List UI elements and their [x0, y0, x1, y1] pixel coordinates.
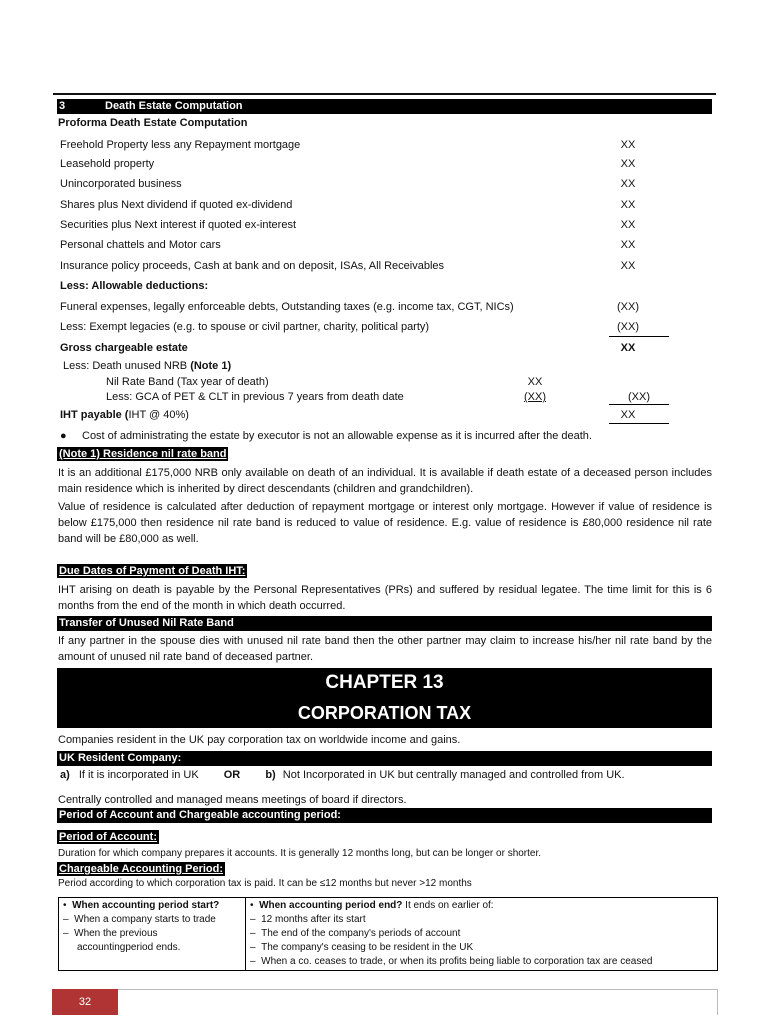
period-heading-text: Period of Account and Chargeable accounting period: — [59, 809, 341, 821]
period-start-heading: When accounting period start? — [72, 900, 220, 911]
period-end-item: When a co. ceases to trade, or when its profits being liable to corporation tax are ceased — [261, 956, 653, 967]
corp-intro: Companies resident in the UK pay corporation tax on worldwide income and gains. — [58, 734, 461, 746]
period-start-item: When a company starts to trade — [74, 914, 216, 925]
period-start-item: accountingperiod ends. — [77, 942, 181, 953]
period-heading — [57, 808, 712, 823]
estate-row-label: Insurance policy proceeds, Cash at bank and on deposit, ISAs, All Receivables — [60, 260, 445, 272]
nrb-row — [63, 358, 673, 374]
transfer-heading-text: Transfer of Unused Nil Rate Band — [59, 617, 234, 629]
bullet-icon: • — [250, 900, 260, 911]
period-end-heading-rest: It ends on earlier of: — [402, 900, 494, 911]
due-dates-text: IHT arising on death is payable by the Personal Representatives (PRs) and suffered by residual legatee. The time limit for this is 6 months from the end of the month in which death occurred. — [58, 584, 712, 612]
nrb-label: Less: Death unused NRB — [63, 360, 191, 372]
criteria-b-text: Not Incorporated in UK but centrally managed and controlled from UK. — [282, 769, 625, 781]
chapter-title: CORPORATION TAX — [297, 703, 472, 723]
uk-resident-criteria — [60, 767, 670, 783]
chapter-banner — [57, 668, 712, 728]
uk-resident-heading-text: UK Resident Company: — [59, 752, 182, 764]
deductions-heading: Less: Allowable deductions: — [60, 280, 209, 292]
estate-row-value: XX — [620, 199, 636, 211]
estate-row-value: XX — [620, 158, 636, 170]
deduction-row — [60, 299, 670, 315]
bullet-icon: ● — [60, 430, 67, 442]
due-dates-heading: Due Dates of Payment of Death IHT: — [59, 565, 246, 577]
deduction-row-label: Less: Exempt legacies (e.g. to spouse or civil partner, charity, political party) — [60, 321, 430, 333]
bullet-note-text: Cost of administrating the estate by executor is not an allowable expense as it is incurred after the death. — [82, 430, 592, 442]
chargeable-period-heading: Chargeable Accounting Period: — [59, 863, 224, 875]
bullet-icon: • — [63, 900, 73, 911]
estate-row-label: Unincorporated business — [60, 178, 182, 190]
estate-row-label: Securities plus Next interest if quoted ex-interest — [60, 219, 297, 231]
footer-rule — [118, 989, 718, 1015]
iht-value: XX — [620, 409, 636, 421]
nil-rate-band-label: Nil Rate Band (Tax year of death) — [106, 376, 269, 388]
estate-row — [60, 156, 670, 172]
note1-paragraph-1: It is an additional £175,000 NRB only available on death of an individual. It is available if death estate of a deceased person includes main residence which is inherited by direct descendants (children and grandchildren). — [58, 467, 712, 495]
period-end-item: 12 months after its start — [261, 914, 366, 925]
iht-label: IHT payable ( — [60, 409, 129, 421]
criteria-a-text: If it is incorporated in UK — [78, 769, 199, 781]
estate-row-label: Leasehold property — [60, 158, 155, 170]
period-end-heading: When accounting period end? — [259, 900, 403, 911]
period-end-item: The end of the company's periods of account — [261, 928, 461, 939]
section-number: 3 — [59, 100, 66, 112]
estate-row — [60, 217, 670, 233]
estate-row — [60, 237, 670, 253]
gross-value: XX — [620, 342, 636, 354]
deduction-row — [60, 319, 670, 335]
criteria-a-label: a) — [60, 769, 70, 781]
top-rule — [53, 93, 716, 95]
estate-row-value: XX — [620, 139, 636, 151]
nil-rate-band-value: XX — [527, 376, 543, 388]
transfer-text: If any partner in the spouse dies with unused nil rate band then the other partner may claim to increase his/her nil rate band by the amount of unused nil rate band of deceased partner. — [58, 635, 712, 663]
estate-row-label: Personal chattels and Motor cars — [60, 239, 221, 251]
iht-rate: IHT @ 40%) — [128, 409, 189, 421]
central-management-note: Centrally controlled and managed means meetings of board if directors. — [58, 794, 407, 806]
note1-heading: (Note 1) Residence nil rate band — [59, 448, 227, 460]
estate-row — [60, 176, 670, 192]
estate-row — [60, 137, 670, 153]
estate-row-value: XX — [620, 260, 636, 272]
transfer-heading — [57, 616, 712, 631]
estate-row — [60, 197, 670, 213]
estate-row-value: XX — [620, 239, 636, 251]
subtotal-rule — [609, 404, 669, 405]
accounting-period-table — [58, 897, 718, 971]
estate-row-label: Freehold Property less any Repayment mortgage — [60, 139, 301, 151]
period-of-account-heading: Period of Account: — [59, 831, 157, 843]
gca-row — [106, 389, 526, 405]
deduction-row-value: (XX) — [617, 301, 639, 313]
iht-payable-row — [60, 407, 670, 423]
estate-row-value: XX — [620, 178, 636, 190]
nrb-note: (Note 1) — [190, 360, 232, 372]
gross-chargeable-row — [60, 340, 670, 356]
section-title: Death Estate Computation — [105, 100, 243, 112]
period-end-cell: • When accounting period end? It ends on earlier of: – 12 months after its start – The end of the company's periods of account – The company's ceasing to be resident in the UK – When a co. ceases to trade, or when its profits being liable to corporation tax are ceased — [246, 898, 718, 971]
subtotal-rule — [609, 336, 669, 337]
chargeable-period-text: Period according to which corporation tax is paid. It can be ≤12 months but never >12 months — [58, 878, 472, 889]
estate-row-value: XX — [620, 219, 636, 231]
chapter-number: CHAPTER 13 — [325, 672, 444, 693]
total-rule — [609, 423, 669, 424]
criteria-or: OR — [223, 769, 241, 781]
gca-value: (XX) — [524, 391, 546, 403]
nil-rate-band-row — [106, 374, 526, 390]
note1-paragraph-2: Value of residence is calculated after deduction of repayment mortgage or interest only mortgage. However if value of residence is below £175,000 then residence nil rate band is reduced to value of residence. E.g. value of residence is £80,000 residence nil rate band will be £80,000 as well. — [58, 501, 712, 545]
uk-resident-heading — [57, 751, 712, 766]
period-of-account-text: Duration for which company prepares it accounts. It is generally 12 months long, but can be longer or shorter. — [58, 848, 542, 859]
criteria-b-label: b) — [265, 769, 276, 781]
deduction-row-value: (XX) — [617, 321, 639, 333]
estate-row-label: Shares plus Next dividend if quoted ex-dividend — [60, 199, 293, 211]
period-start-item: When the previous — [74, 928, 158, 939]
gca-label: Less: GCA of PET & CLT in previous 7 years from death date — [106, 391, 404, 403]
page-number: 32 — [52, 989, 118, 1015]
period-start-cell: • When accounting period start? – When a company starts to trade – When the previous accountingperiod ends. — [59, 898, 246, 971]
proforma-title: Proforma Death Estate Computation — [58, 117, 248, 129]
estate-row — [60, 258, 670, 274]
deduction-row-label: Funeral expenses, legally enforceable debts, Outstanding taxes (e.g. income tax, CGT, NICs) — [60, 301, 514, 313]
period-end-item: The company's ceasing to be resident in the UK — [261, 942, 474, 953]
nrb-net-value: (XX) — [628, 391, 650, 403]
gross-label: Gross chargeable estate — [60, 342, 188, 354]
bullet-note — [60, 428, 670, 444]
section-heading — [57, 99, 712, 114]
